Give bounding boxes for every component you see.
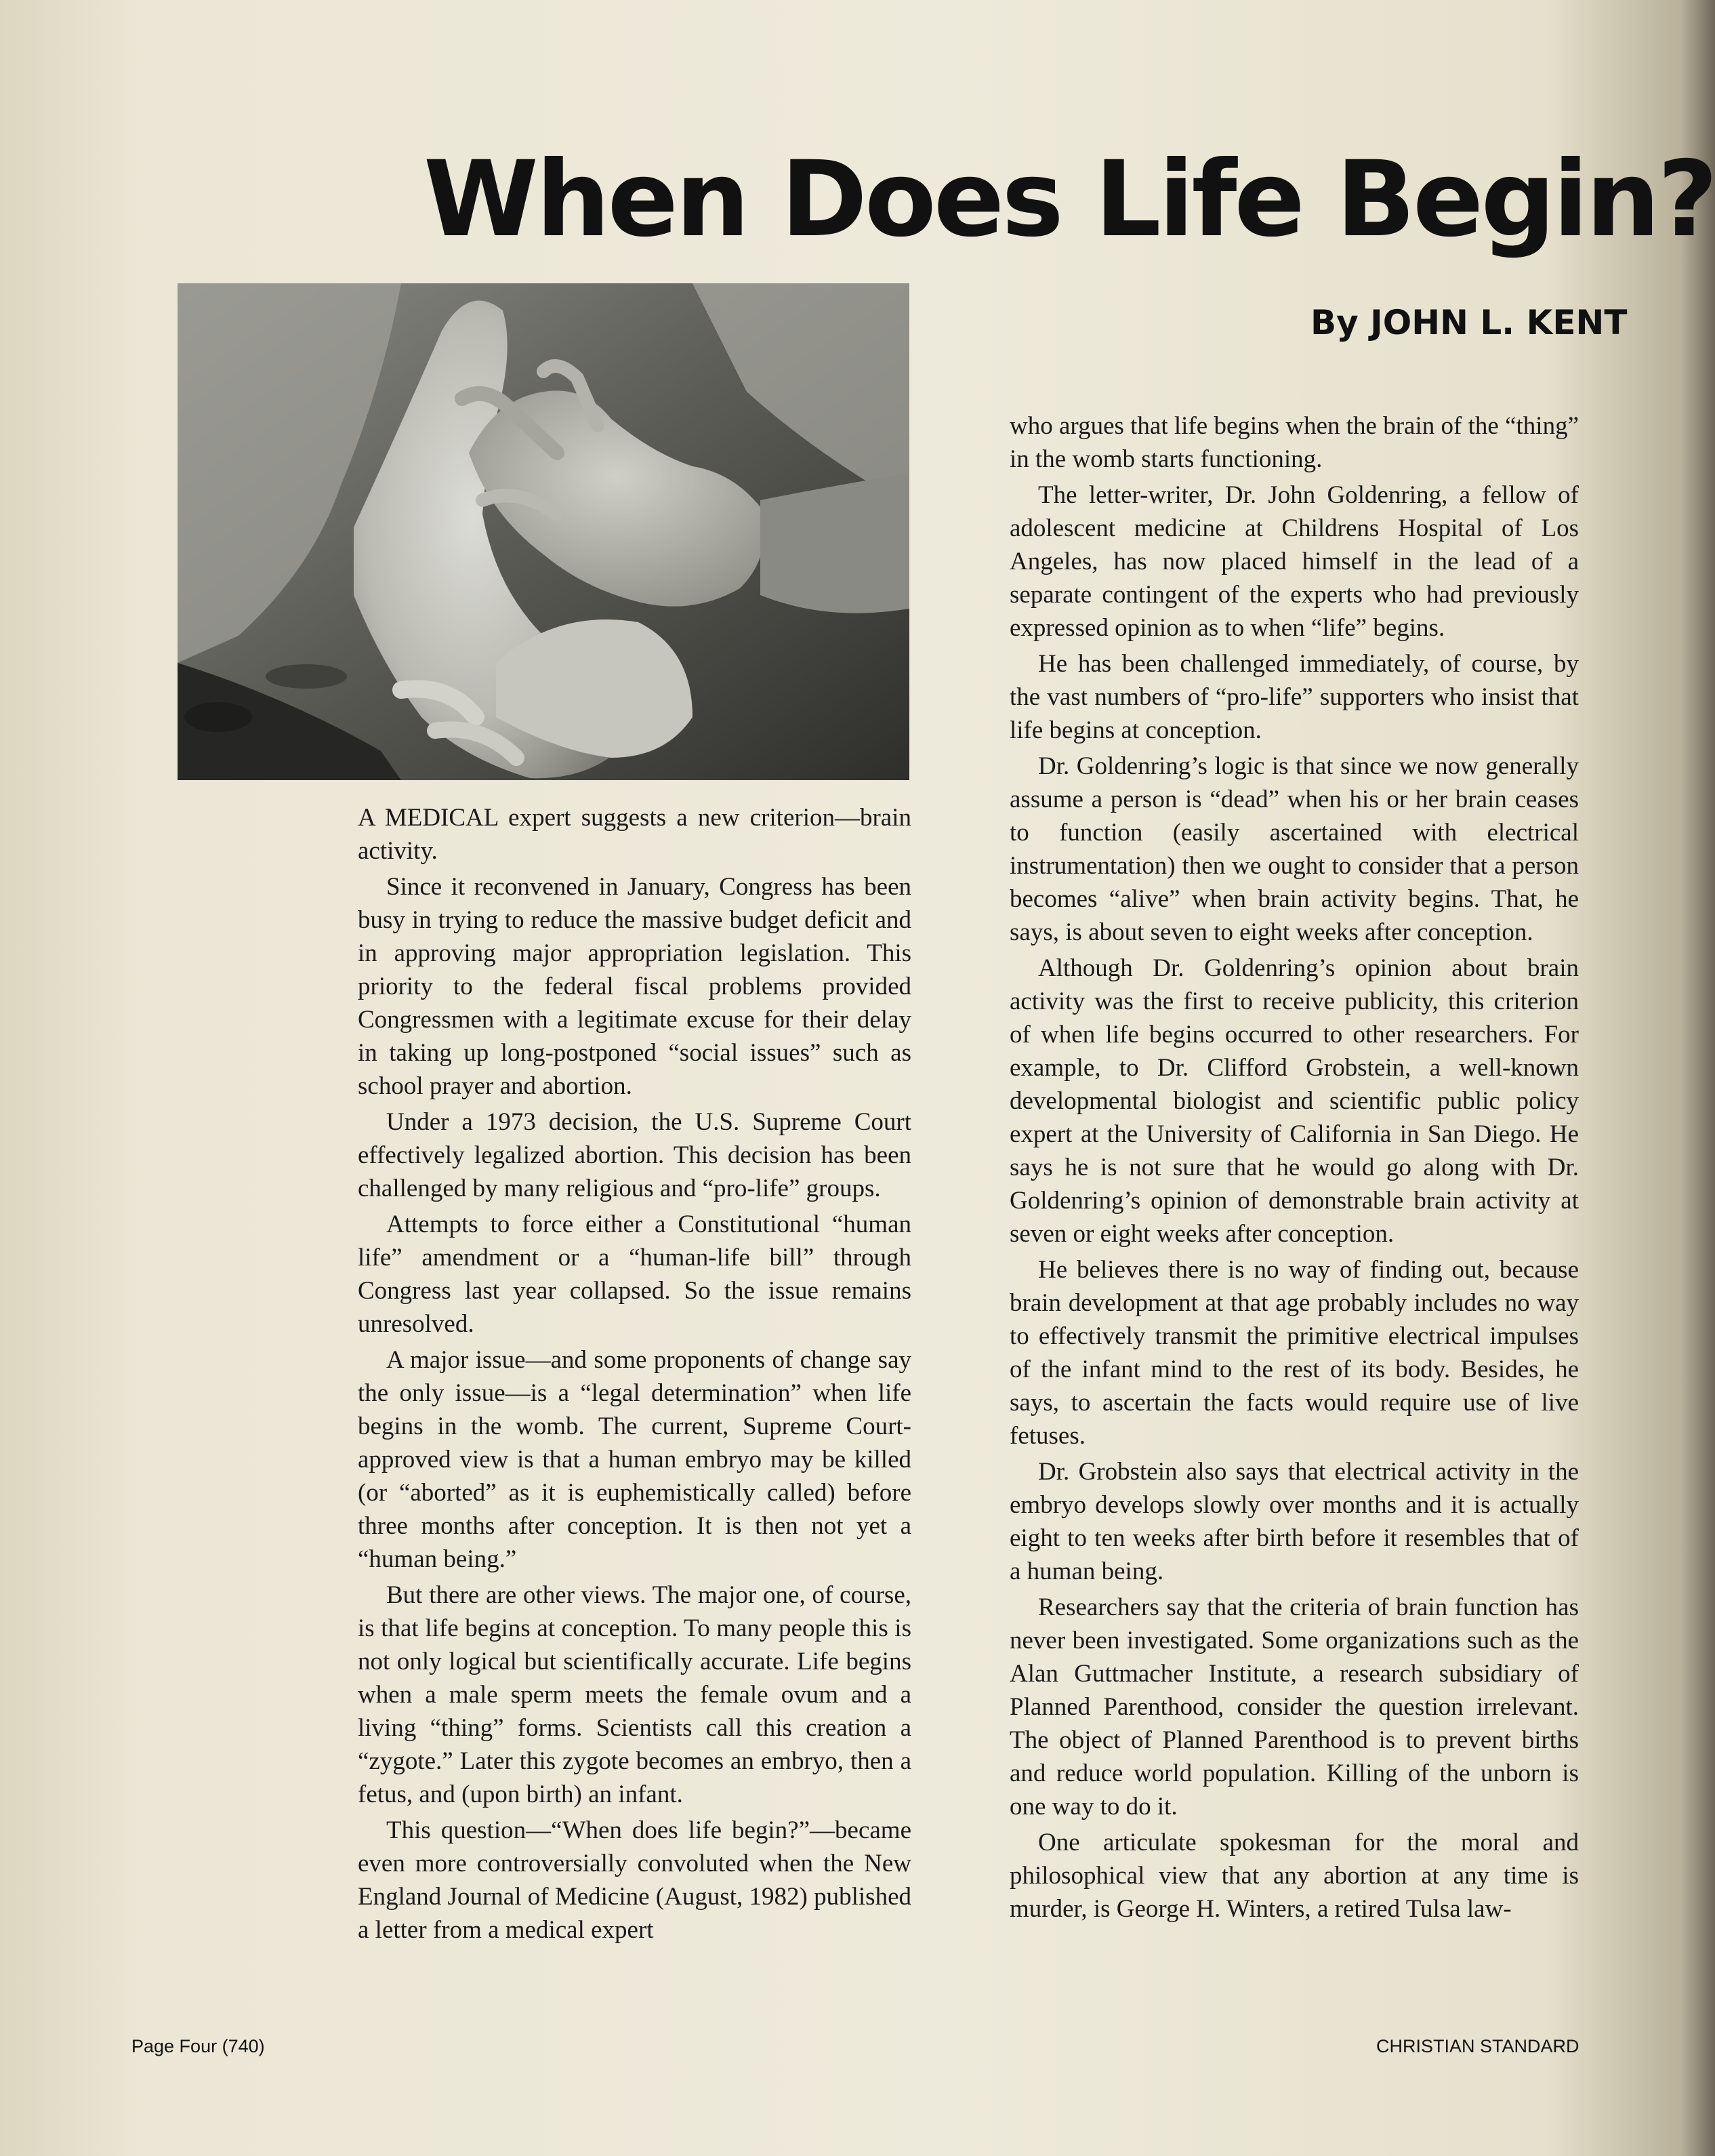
paragraph: Dr. Goldenring’s logic is that since we now generally assume a person is “dead” when his or her brain ceases to function (easily ascertained with electrical instrumentation) then we ought to consider that a person becomes “alive” when brain activity begins. That, he says, is about seven to eight weeks after conception. xyxy=(1010,752,1579,946)
paragraph: This question—“When does life begin?”—became even more controversially convoluted when the New England Journal of Medicine (August, 1982) published a letter from a medical expert xyxy=(358,1816,911,1944)
paragraph: Under a 1973 decision, the U.S. Supreme Court effectively legalized abortion. This decision has been challenged by many religious and “pro-life” groups. xyxy=(358,1108,911,1202)
paragraph: One articulate spokesman for the moral and philosophical view that any abortion at any time is murder, is George H. Winters, a retired Tulsa law- xyxy=(1010,1829,1579,1923)
article-photo xyxy=(178,283,909,780)
paragraph: The letter-writer, Dr. John Goldenring, a fellow of adolescent medicine at Childrens Hospital of Los Angeles, has now placed himself in the lead of a separate contingent of the experts who had previously expressed opinion as to when “life” begins. xyxy=(1010,481,1579,642)
paragraph: Since it reconvened in January, Congress has been busy in trying to reduce the massive budget deficit and in approving major appropriation legislation. This priority to the federal fiscal problems provided Congressmen with a legitimate excuse for their delay in taking up long-postponed “social issues” such as school prayer and abortion. xyxy=(358,873,911,1100)
paragraph: A MEDICAL expert suggests a new criterion—brain activity. xyxy=(358,804,911,865)
article-byline: By JOHN L. KENT xyxy=(1310,303,1628,342)
paragraph: He believes there is no way of finding out, because brain development at that age probably includes no way to effectively transmit the primitive electrical impulses of the infant mind to the rest of its body. Besides, he says, to ascertain the facts would require use of live fetuses. xyxy=(1010,1256,1579,1450)
paragraph: Researchers say that the criteria of brain function has never been investigated. Some organizations such as the Alan Guttmacher Institute, a research subsidiary of Planned Parenthood, consider the question irrelevant. The object of Planned Parenthood is to prevent births and reduce world population. Killing of the unborn is one way to do it. xyxy=(1010,1593,1579,1821)
publication-name: CHRISTIAN STANDARD xyxy=(1376,2036,1579,2056)
paragraph: He has been challenged immediately, of course, by the vast numbers of “pro-life” supporters who insist that life begins at conception. xyxy=(1010,650,1579,744)
article-headline: When Does Life Begin? xyxy=(423,139,1715,260)
page-number: Page Four (740) xyxy=(131,2036,265,2056)
paragraph: Attempts to force either a Constitutional “human life” amendment or a “human-life bill” through Congress last year collapsed. So the issue remains unresolved. xyxy=(358,1211,911,1338)
article-column-right xyxy=(1010,409,1579,1928)
hands-photo-illustration xyxy=(178,283,909,780)
paragraph: Dr. Grobstein also says that electrical activity in the embryo develops slowly over months and it is actually eight to ten weeks after birth before it resembles that of a human being. xyxy=(1010,1458,1579,1585)
paragraph: A major issue—and some proponents of change say the only issue—is a “legal determination” when life begins in the womb. The current, Supreme Court-approved view is that a human embryo may be killed (or “aborted” as it is euphemistically called) before three months after conception. It is then not yet a “human being.” xyxy=(358,1346,911,1573)
paragraph: But there are other views. The major one, of course, is that life begins at conception. To many people this is not only logical but scientifically accurate. Life begins when a male sperm meets the female ovum and a living “thing” forms. Scientists call this creation a “zygote.” Later this zygote becomes an embryo, then a fetus, and (upon birth) an infant. xyxy=(358,1581,911,1808)
article-column-left xyxy=(358,801,911,1949)
paragraph: who argues that life begins when the brain of the “thing” in the womb starts functioning. xyxy=(1010,412,1579,473)
paragraph: Although Dr. Goldenring’s opinion about brain activity was the first to receive publicity, this criterion of when life begins occurred to other researchers. For example, to Dr. Clifford Grobstein, a well-known developmental biologist and scientific public policy expert at the University of California in San Diego. He says he is not sure that he would go along with Dr. Goldenring’s opinion of demonstrable brain activity at seven or eight weeks after conception. xyxy=(1010,954,1579,1248)
